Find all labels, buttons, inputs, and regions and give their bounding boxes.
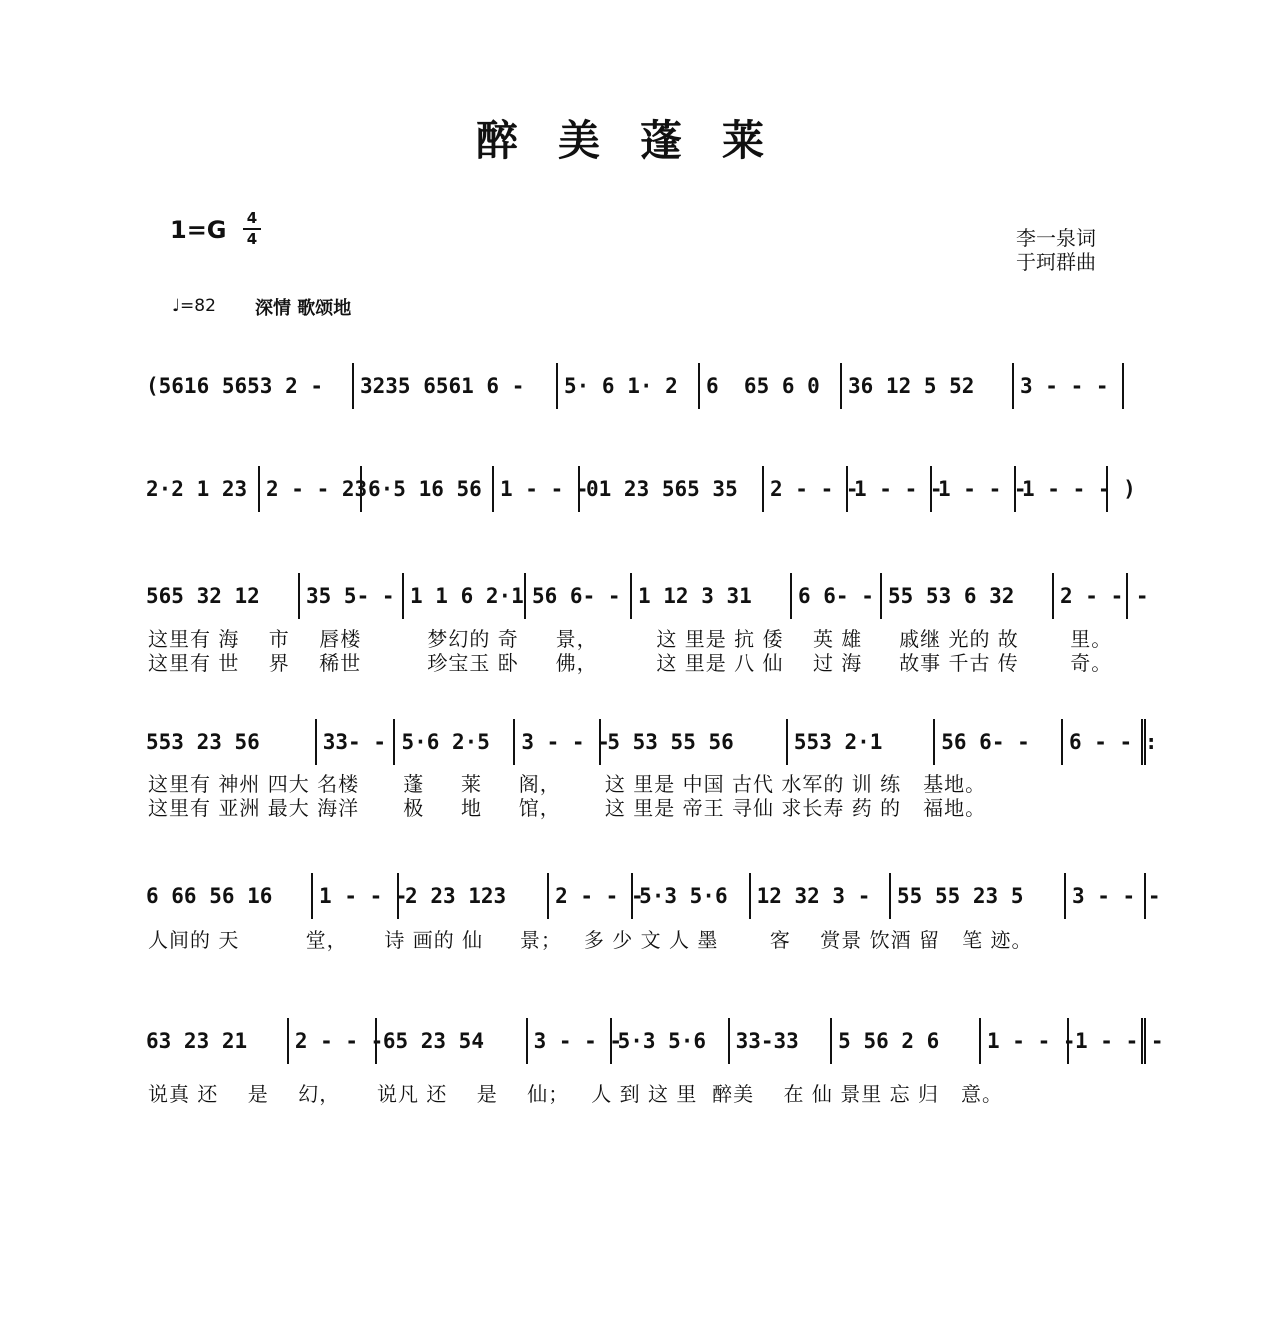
measure: 6 6- - <box>792 573 882 619</box>
measure: 2 - - - <box>1054 573 1128 619</box>
measure: 56 6- - <box>526 573 632 619</box>
measure: 1 - - - <box>1069 1018 1146 1064</box>
measure: 55 55 23 5 <box>891 873 1066 919</box>
lyric-line: 这里有 世 界 稀世 珍宝玉 卧 佛， 这 里是 八 仙 过 海 故事 千古 传 奇。 <box>148 651 1113 675</box>
measure: 5·6 2·5 <box>395 719 515 765</box>
measure: 3 - - - <box>1066 873 1146 919</box>
measure: 1 - - - <box>848 466 932 512</box>
staff-system-6 <box>140 1018 1164 1066</box>
measure: 565 32 12 <box>140 573 300 619</box>
measure: 33- - <box>317 719 396 765</box>
measure: 6 66 56 16 <box>140 873 313 919</box>
measure: 1 12 3 31 <box>632 573 792 619</box>
measure: 63 23 21 <box>140 1018 289 1064</box>
staff-system-2 <box>140 466 1146 514</box>
measure: 12 32 3 - <box>751 873 891 919</box>
tempo-marking: ♩=82 <box>172 296 216 316</box>
measure: 2 - - - <box>549 873 633 919</box>
expression-marking: 深情 歌颂地 <box>255 298 352 319</box>
staff-system-5 <box>140 873 1161 921</box>
measure: 01 23 565 35 <box>580 466 764 512</box>
composer-credit: 于珂群曲 <box>1016 250 1096 274</box>
measure: 1 1 6 2·1 <box>404 573 526 619</box>
measure: 5 56 2 6 <box>832 1018 981 1064</box>
measure: 5· 6 1· 2 <box>558 363 700 409</box>
song-title: 醉美蓬莱 <box>475 116 804 165</box>
measure: 3235 6561 6 - <box>354 363 558 409</box>
staff-system-1 <box>140 363 1146 411</box>
measure: 5·3 5·6 <box>633 873 750 919</box>
time-signature-top: 4 <box>246 209 258 227</box>
measure: 5·3 5·6 <box>612 1018 730 1064</box>
lyric-line: 人间的 天 堂， 诗 画的 仙 景； 多 少 文 人 墨 客 赏景 饮酒 留 笔 迹。 <box>148 928 1033 952</box>
measure: 36 12 5 52 <box>842 363 1014 409</box>
measure: 6·5 16 56 <box>362 466 494 512</box>
measure: 2 23 123 <box>399 873 549 919</box>
lyric-line: 这里有 神州 四大 名楼 蓬 莱 阁， 这 里是 中国 古代 水军的 训 练 基地。 <box>148 772 987 796</box>
staff-system-3 <box>140 573 1149 621</box>
measure: 553 2·1 <box>788 719 935 765</box>
measure: 55 53 6 32 <box>882 573 1054 619</box>
measure: 1 - - - <box>313 873 399 919</box>
measure: 1 - - - <box>981 1018 1069 1064</box>
measure: 3 - - - <box>528 1018 612 1064</box>
staff-system-4 <box>140 719 1158 767</box>
measure: 1 - - - ) <box>1016 466 1108 512</box>
measure: 6 - - : <box>1063 719 1146 765</box>
measure: 35 5- - <box>300 573 404 619</box>
measure: 6 65 6 0 <box>700 363 842 409</box>
lyric-line: 这里有 海 市 唇楼 梦幻的 奇 景， 这 里是 抗 倭 英 雄 戚继 光的 故 里。 <box>148 627 1113 651</box>
measure: 5 53 55 56 <box>601 719 788 765</box>
lyric-line: 说真 还 是 幻， 说凡 还 是 仙； 人 到 这 里 醉美 在 仙 景里 忘 归 意。 <box>148 1082 1004 1106</box>
measure: 2 - - - <box>764 466 848 512</box>
measure: 553 23 56 <box>140 719 317 765</box>
measure: 3 - - - <box>515 719 601 765</box>
time-signature <box>243 210 261 248</box>
measure: 65 23 54 <box>377 1018 528 1064</box>
measure: 2 - - 23 <box>260 466 362 512</box>
lyric-line: 这里有 亚洲 最大 海洋 极 地 馆， 这 里是 帝王 寻仙 求长寿 药 的 福地。 <box>148 796 987 820</box>
key-signature: 1=G <box>170 216 227 244</box>
measure: 2 - - - <box>289 1018 377 1064</box>
measure: (5616 5653 2 - <box>140 363 354 409</box>
measure: 1 - - - <box>494 466 580 512</box>
time-signature-bottom: 4 <box>246 230 258 248</box>
lyricist-credit: 李一泉词 <box>1016 226 1096 250</box>
measure: 3 - - - <box>1014 363 1124 409</box>
measure: 2·2 1 23 <box>140 466 260 512</box>
measure: 1 - - - <box>932 466 1016 512</box>
measure: 33-33 <box>730 1018 833 1064</box>
measure: 56 6- - <box>935 719 1063 765</box>
